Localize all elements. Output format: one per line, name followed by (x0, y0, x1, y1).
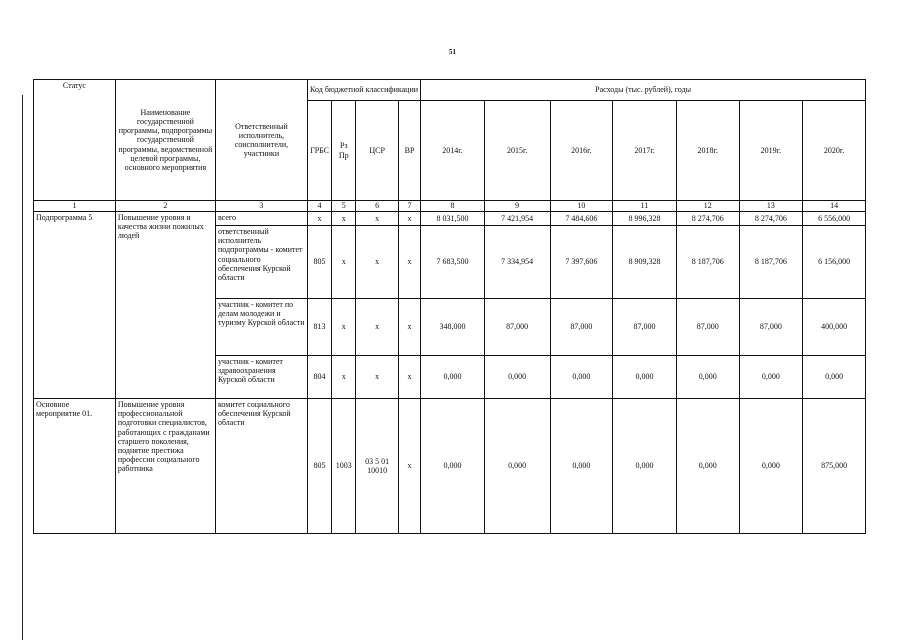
cell-value: 87,000 (613, 299, 677, 356)
cell-value: 8 187,706 (739, 226, 803, 299)
budget-table (33, 79, 866, 534)
cell-value: 0,000 (421, 399, 485, 534)
column-number: 3 (215, 201, 307, 212)
row-executor: участник - комитет здравоохранения Курской области (215, 356, 307, 399)
column-number: 6 (356, 201, 398, 212)
cell-value: 87,000 (739, 299, 803, 356)
cell-value: 7 683,500 (421, 226, 485, 299)
column-number: 13 (739, 201, 803, 212)
cell-value: 0,000 (739, 399, 803, 534)
row-executor: комитет социального обеспечения Курской области (215, 399, 307, 534)
cell-value: 8 996,328 (613, 212, 677, 226)
column-number: 5 (332, 201, 356, 212)
column-number-row (34, 201, 866, 212)
cell-rzpr: х (332, 226, 356, 299)
page-edge-line (22, 95, 23, 640)
header-year: 2016г. (550, 101, 613, 201)
table-row (34, 212, 866, 226)
row-status: Основное мероприятие 01. (34, 399, 116, 534)
cell-rzpr: х (332, 212, 356, 226)
cell-value: 7 334,954 (484, 226, 550, 299)
header-csr: ЦСР (356, 101, 398, 201)
header-vr: ВР (398, 101, 420, 201)
cell-grbs: 805 (307, 399, 331, 534)
row-executor: участник - комитет по делам молодежи и туризму Курской области (215, 299, 307, 356)
cell-value: 8 274,706 (676, 212, 739, 226)
column-number: 1 (34, 201, 116, 212)
cell-grbs: 804 (307, 356, 331, 399)
column-number: 10 (550, 201, 613, 212)
cell-value: 0,000 (676, 356, 739, 399)
cell-vr: х (398, 212, 420, 226)
header-executor: Ответственный исполнитель, соисполнители, участники (215, 80, 307, 201)
header-year: 2019г. (739, 101, 803, 201)
cell-value: 87,000 (550, 299, 613, 356)
cell-value: 400,000 (803, 299, 866, 356)
cell-rzpr: 1003 (332, 399, 356, 534)
cell-value: 7 421,954 (484, 212, 550, 226)
header-year: 2017г. (613, 101, 677, 201)
cell-value: 0,000 (676, 399, 739, 534)
cell-value: 0,000 (484, 356, 550, 399)
cell-value: 0,000 (550, 356, 613, 399)
cell-value: 0,000 (613, 399, 677, 534)
cell-value: 7 484,606 (550, 212, 613, 226)
header-expenses: Расходы (тыс. рублей), годы (421, 80, 866, 101)
column-number: 4 (307, 201, 331, 212)
header-grbs: ГРБС (307, 101, 331, 201)
cell-value: 875,000 (803, 399, 866, 534)
column-number: 2 (115, 201, 215, 212)
row-executor: всего (215, 212, 307, 226)
cell-value: 8 187,706 (676, 226, 739, 299)
cell-value: 6 556,000 (803, 212, 866, 226)
cell-grbs: 805 (307, 226, 331, 299)
column-number: 7 (398, 201, 420, 212)
column-number: 9 (484, 201, 550, 212)
cell-value: 87,000 (676, 299, 739, 356)
cell-vr: х (398, 226, 420, 299)
cell-value: 0,000 (613, 356, 677, 399)
cell-vr: х (398, 299, 420, 356)
cell-rzpr: х (332, 299, 356, 356)
row-executor: ответственный исполнитель подпрограммы - комитет социального обеспечения Курской области (215, 226, 307, 299)
table-row (34, 399, 866, 534)
cell-value: 8 909,328 (613, 226, 677, 299)
header-year: 2020г. (803, 101, 866, 201)
cell-rzpr: х (332, 356, 356, 399)
column-number: 8 (421, 201, 485, 212)
header-year: 2015г. (484, 101, 550, 201)
cell-csr: х (356, 356, 398, 399)
cell-value: 348,000 (421, 299, 485, 356)
cell-csr: х (356, 212, 398, 226)
cell-value: 0,000 (484, 399, 550, 534)
cell-value: 8 274,706 (739, 212, 803, 226)
header-status: Статус (34, 80, 116, 201)
cell-value: 87,000 (484, 299, 550, 356)
cell-value: 0,000 (550, 399, 613, 534)
cell-csr: х (356, 226, 398, 299)
column-number: 12 (676, 201, 739, 212)
cell-value: 0,000 (421, 356, 485, 399)
cell-vr: х (398, 399, 420, 534)
header-year: 2018г. (676, 101, 739, 201)
cell-value: 8 031,500 (421, 212, 485, 226)
cell-csr: 03 5 01 10010 (356, 399, 398, 534)
column-number: 11 (613, 201, 677, 212)
row-status: Подпрограмма 5 (34, 212, 116, 399)
header-budget-code: Код бюджетной классификации (307, 80, 420, 101)
row-name: Повышение уровня и качества жизни пожилых людей (115, 212, 215, 399)
cell-grbs: х (307, 212, 331, 226)
header-year: 2014г. (421, 101, 485, 201)
header-rzpr: Рз Пр (332, 101, 356, 201)
cell-value: 7 397,606 (550, 226, 613, 299)
cell-value: 0,000 (803, 356, 866, 399)
cell-vr: х (398, 356, 420, 399)
page-number: 51 (449, 48, 456, 56)
cell-csr: х (356, 299, 398, 356)
row-name: Повышение уровня профессиональной подготовки специалистов, работающих с гражданами старшего поколения, поднятие престижа профессии социального работника (115, 399, 215, 534)
column-number: 14 (803, 201, 866, 212)
cell-grbs: 813 (307, 299, 331, 356)
header-name: Наименование государственной программы, подпрограммы государственной программы, ведомственной целевой программы, основного мероприятия (115, 80, 215, 201)
cell-value: 6 156,000 (803, 226, 866, 299)
cell-value: 0,000 (739, 356, 803, 399)
